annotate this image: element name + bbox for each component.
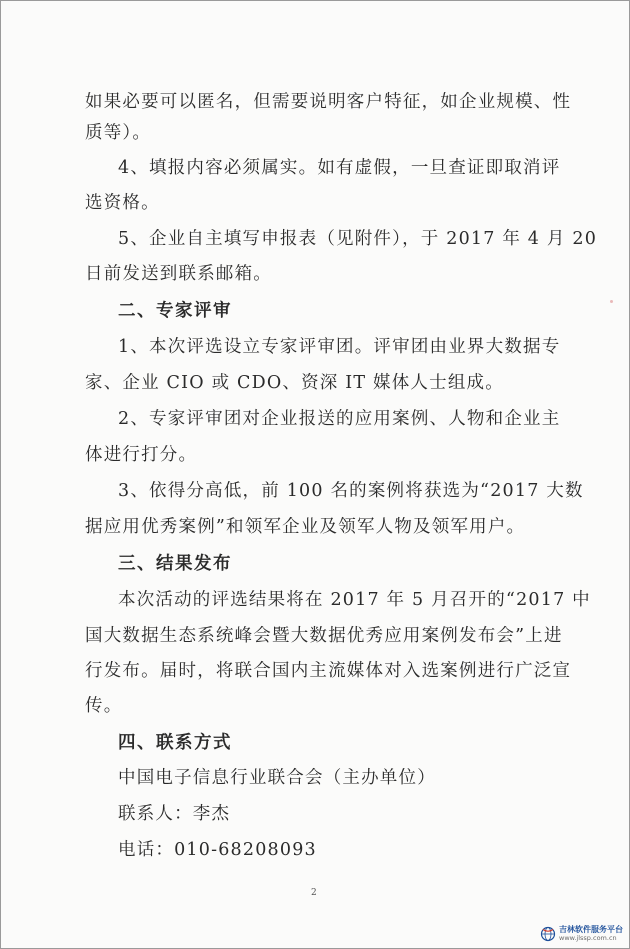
contact-person: 联系人：李杰 (118, 804, 231, 824)
watermark (540, 926, 623, 942)
paragraph-line: 质等）。 (85, 123, 152, 143)
list-item-5-line: 日前发送到联系邮箱。 (85, 264, 272, 284)
page-number: 2 (311, 888, 317, 898)
scan-speck (610, 300, 613, 303)
section-heading-contact: 四、联系方式 (118, 733, 232, 753)
list-item-3-line: 据应用优秀案例”和领军企业及领军人物及领军用户。 (85, 517, 526, 537)
watermark-name: 吉林软件服务平台 (559, 925, 623, 935)
list-item-4-line: 选资格。 (85, 193, 160, 213)
list-item-1-line: 1、本次评选设立专家评审团。评审团由业界大数据专 (118, 337, 561, 357)
list-item-3-line: 3、依得分高低，前 100 名的案例将获选为“2017 大数 (118, 481, 584, 501)
list-item-4-line: 4、填报内容必须属实。如有虚假，一旦查证即取消评 (118, 158, 561, 178)
list-item-1-line: 家、企业 CIO 或 CDO、资深 IT 媒体人士组成。 (85, 373, 504, 393)
paragraph-line: 行发布。届时，将联合国内主流媒体对入选案例进行广泛宣 (85, 661, 572, 681)
list-item-5-line: 5、企业自主填写申报表（见附件），于 2017 年 4 月 20 (118, 229, 598, 249)
list-item-2-line: 体进行打分。 (85, 445, 198, 465)
list-item-2-line: 2、专家评审团对企业报送的应用案例、人物和企业主 (118, 409, 561, 429)
section-heading-expert-review: 二、专家评审 (118, 301, 232, 321)
contact-organizer: 中国电子信息行业联合会（主办单位） (118, 768, 436, 788)
watermark-text (559, 926, 623, 942)
globe-logo-icon (540, 926, 556, 942)
paragraph-line: 传。 (85, 696, 123, 716)
paragraph-line: 国大数据生态系统峰会暨大数据优秀应用案例发布会”上进 (85, 626, 563, 646)
contact-phone: 电话：010-68208093 (118, 840, 317, 860)
paragraph-line: 如果必要可以匿名，但需要说明客户特征，如企业规模、性 (85, 92, 572, 112)
watermark-url: www.jlssp.com.cn (559, 934, 617, 943)
section-heading-results: 三、结果发布 (118, 554, 232, 574)
paragraph-line: 本次活动的评选结果将在 2017 年 5 月召开的“2017 中 (118, 590, 591, 610)
